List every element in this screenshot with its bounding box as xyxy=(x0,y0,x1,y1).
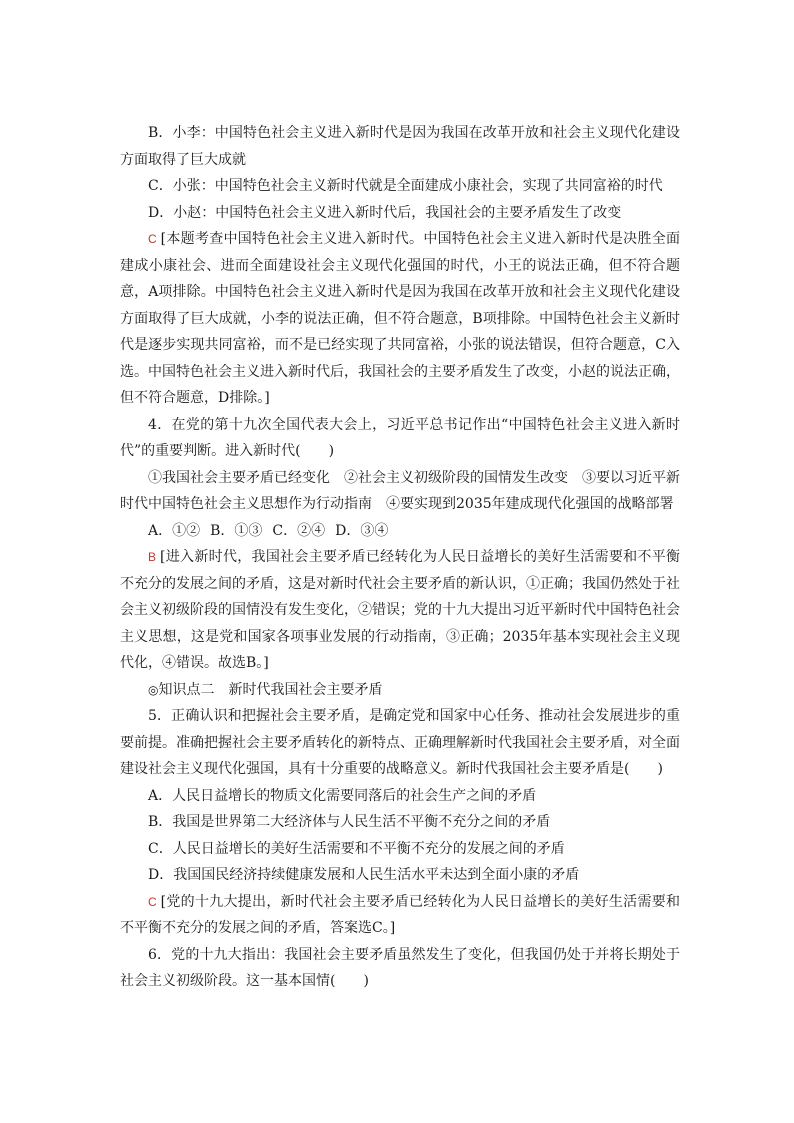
q3-option-c: C．小张：中国特色社会主义新时代就是全面建成小康社会，实现了共同富裕的时代 xyxy=(148,178,663,194)
q4-stem: 4．在党的第十九次全国代表大会上，习近平总书记作出“中国特色社会主义进入新时代”的重要判断。进入新时代( ) xyxy=(120,416,680,459)
q4-answer-letter: B xyxy=(148,550,157,564)
q3-answer-letter: C xyxy=(148,232,157,246)
knowledge-point-heading xyxy=(120,677,680,704)
page-content xyxy=(120,120,680,995)
q3-option-d: D．小赵：中国特色社会主义进入新时代后，我国社会的主要矛盾发生了改变 xyxy=(148,204,622,221)
q4-option-b: B．①③ xyxy=(210,522,263,539)
q4-option-d: D．③④ xyxy=(335,522,389,539)
q3-option-b: B．小李：中国特色社会主义进入新时代是因为我国在改革开放和社会主义现代化建设方面取得了巨大成就 xyxy=(120,125,680,168)
knowledge-point-title: 知识点二 新时代我国社会主要矛盾 xyxy=(158,681,383,698)
q4-statements: ①我国社会主要矛盾已经变化 ②社会主义初级阶段的国情发生改变 ③要以习近平新时代中国特色社会主义思想作为行动指南 ④要实现到2035年建成现代化强国的战略部署 xyxy=(120,469,680,512)
q5-answer-explanation: [党的十九大提出，新时代社会主要矛盾已经转化为人民日益增长的美好生活需要和不平衡不充分的发展之间的矛盾，答案选C。] xyxy=(120,893,680,936)
q5-answer-letter: C xyxy=(148,894,157,909)
q4-answer-explanation: [进入新时代，我国社会主要矛盾已经转化为人民日益增长的美好生活需要和不平衡不充分的发展之间的矛盾，这是对新时代社会主要矛盾的新认识，①正确；我国仍然处于社会主义初级阶段的国情没有发生变化，②错误；党的十九大提出习近平新时代中国特色社会主义思想，这是党和国家各项事业发展的行动指南，③正确；2035年基本实现社会主义现代化，④错误。故选B。] xyxy=(120,549,680,671)
q6-stem: 6．党的十九大指出：我国社会主要矛盾虽然发生了变化，但我国仍处于并将长期处于社会主义初级阶段。这一基本国情( ) xyxy=(120,946,680,989)
q5-option-b: B．我国是世界第二大经济体与人民生活不平衡不充分之间的矛盾 xyxy=(148,814,551,830)
q5-stem: 5．正确认识和把握社会主要矛盾，是确定党和国家中心任务、推动社会发展进步的重要前提。准确把握社会主要矛盾转化的新特点、正确理解新时代我国社会主要矛盾，对全面建设社会主义现代化强国，具有十分重要的战略意义。新时代我国社会主要矛盾是( ) xyxy=(120,708,680,777)
q3-answer-explanation: [本题考查中国特色社会主义进入新时代。中国特色社会主义进入新时代是决胜全面建成小康社会、进而全面建设社会主义现代化强国的时代，小王的说法正确，但不符合题意，A项排除。中国特色社会主义进入新时代是因为我国在改革开放和社会主义现代化建设方面取得了巨大成就，小李的说法正确，但不符合题意，B项排除。中国特色社会主义新时代是逐步实现共同富裕，而不是已经实现了共同富裕，小张的说法错误，但符合题意，C入选。中国特色社会主义进入新时代后，我国社会的主要矛盾发生了改变，小赵的说法正确，但不符合题意，D排除。] xyxy=(120,231,680,406)
target-icon: ◎ xyxy=(148,682,159,697)
q5-option-d: D．我国国民经济持续健康发展和人民生活水平未达到全面小康的矛盾 xyxy=(148,867,580,883)
q5-answer xyxy=(120,889,680,942)
q5-option-a: A．人民日益增长的物质文化需要同落后的社会生产之间的矛盾 xyxy=(148,787,537,804)
q4-option-c: C．②④ xyxy=(272,522,326,539)
q3-answer xyxy=(120,226,680,412)
q4-option-a: A．①② xyxy=(148,522,201,539)
q5-option-c: C．人民日益增长的美好生活需要和不平衡不充分的发展之间的矛盾 xyxy=(148,840,565,857)
q4-options xyxy=(120,518,680,545)
q4-answer xyxy=(120,544,680,677)
